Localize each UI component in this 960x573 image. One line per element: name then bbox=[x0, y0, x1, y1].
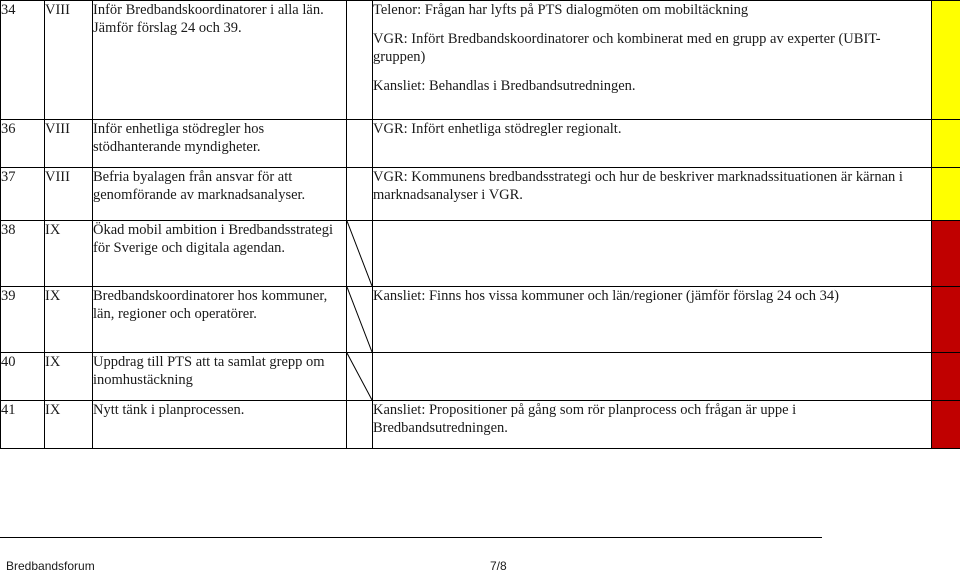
comment-line bbox=[373, 77, 931, 95]
comment-line bbox=[373, 1, 931, 19]
status-indicator bbox=[932, 401, 960, 449]
comment-line bbox=[373, 401, 931, 437]
footer-org: Bredbandsforum bbox=[6, 559, 95, 573]
comment-text: : Behandlas i Bredbandsutredningen. bbox=[421, 78, 636, 94]
status-indicator bbox=[932, 168, 960, 221]
proposal-number: 37 bbox=[1, 168, 45, 221]
comment-text: : Finns hos vissa kommuner och län/regioner (jämför förslag 24 och 34) bbox=[421, 288, 839, 304]
empty-cell bbox=[347, 353, 373, 401]
status-indicator bbox=[932, 1, 960, 120]
proposal-text: Ökad mobil ambition i Bredbandsstrategi för Sverige och digitala agendan. bbox=[93, 221, 347, 287]
comment-text: : Kommunens bredbandsstrategi och hur de beskriver marknadssituationen är kärnan i marknadsanalyser i VGR. bbox=[373, 169, 903, 203]
table-row bbox=[1, 401, 960, 449]
comment-source: VGR bbox=[373, 121, 404, 137]
proposal-text: Befria byalagen från ansvar för att genomförande av marknadsanalyser. bbox=[93, 168, 347, 221]
status-indicator bbox=[932, 353, 960, 401]
section-number: IX bbox=[45, 221, 93, 287]
table-row bbox=[1, 1, 960, 120]
table-row bbox=[1, 353, 960, 401]
status-indicator bbox=[932, 120, 960, 168]
section-number: VIII bbox=[45, 120, 93, 168]
table-row bbox=[1, 120, 960, 168]
comment-source: Telenor bbox=[373, 2, 418, 18]
proposal-number: 36 bbox=[1, 120, 45, 168]
comment-line bbox=[373, 30, 931, 66]
footer-divider bbox=[0, 537, 822, 538]
proposal-number: 38 bbox=[1, 221, 45, 287]
empty-cell bbox=[347, 1, 373, 120]
comment-cell bbox=[373, 120, 932, 168]
comment-text: : Infört enhetliga stödregler regionalt. bbox=[403, 121, 622, 137]
table-row bbox=[1, 168, 960, 221]
comment-cell bbox=[373, 168, 932, 221]
section-number: VIII bbox=[45, 1, 93, 120]
section-number: VIII bbox=[45, 168, 93, 221]
comment-cell bbox=[373, 221, 932, 287]
proposal-text: Bredbandskoordinatorer hos kommuner, län, regioner och operatörer. bbox=[93, 287, 347, 353]
comment-source: Kansliet bbox=[373, 78, 422, 94]
proposal-number: 34 bbox=[1, 1, 45, 120]
comment-source: VGR bbox=[373, 169, 404, 185]
comment-cell bbox=[373, 353, 932, 401]
cross-out-line bbox=[347, 221, 372, 286]
proposal-text: Uppdrag till PTS att ta samlat grepp om inomhustäckning bbox=[93, 353, 347, 401]
comment-source: Kansliet bbox=[373, 288, 422, 304]
empty-cell bbox=[347, 401, 373, 449]
section-number: IX bbox=[45, 353, 93, 401]
table-row bbox=[1, 221, 960, 287]
status-indicator bbox=[932, 287, 960, 353]
proposal-number: 39 bbox=[1, 287, 45, 353]
cross-out-line bbox=[347, 353, 372, 400]
comment-line bbox=[373, 168, 931, 204]
comment-text: : Frågan har lyfts på PTS dialogmöten om mobiltäckning bbox=[417, 2, 749, 18]
comment-source: Kansliet bbox=[373, 402, 422, 418]
empty-cell bbox=[347, 168, 373, 221]
comment-line bbox=[373, 287, 931, 305]
status-indicator bbox=[932, 221, 960, 287]
proposal-text: Inför Bredbandskoordinatorer i alla län. Jämför förslag 24 och 39. bbox=[93, 1, 347, 120]
table-row bbox=[1, 287, 960, 353]
proposal-number: 41 bbox=[1, 401, 45, 449]
section-number: IX bbox=[45, 401, 93, 449]
empty-cell bbox=[347, 221, 373, 287]
proposal-text: Inför enhetliga stödregler hos stödhanterande myndigheter. bbox=[93, 120, 347, 168]
comment-text: : Propositioner på gång som rör planprocess och frågan är uppe i Bredbandsutredningen. bbox=[373, 402, 797, 436]
section-number: IX bbox=[45, 287, 93, 353]
empty-cell bbox=[347, 287, 373, 353]
proposal-text: Nytt tänk i planprocessen. bbox=[93, 401, 347, 449]
comment-cell bbox=[373, 401, 932, 449]
comment-cell bbox=[373, 287, 932, 353]
comment-text: : Infört Bredbandskoordinatorer och kombinerat med en grupp av experter (UBIT-gruppen) bbox=[373, 31, 881, 65]
footer-page-number: 7/8 bbox=[490, 559, 507, 573]
empty-cell bbox=[347, 120, 373, 168]
proposal-number: 40 bbox=[1, 353, 45, 401]
comment-source: VGR bbox=[373, 31, 404, 47]
comment-cell bbox=[373, 1, 932, 120]
cross-out-line bbox=[347, 287, 372, 352]
comment-line bbox=[373, 120, 931, 138]
